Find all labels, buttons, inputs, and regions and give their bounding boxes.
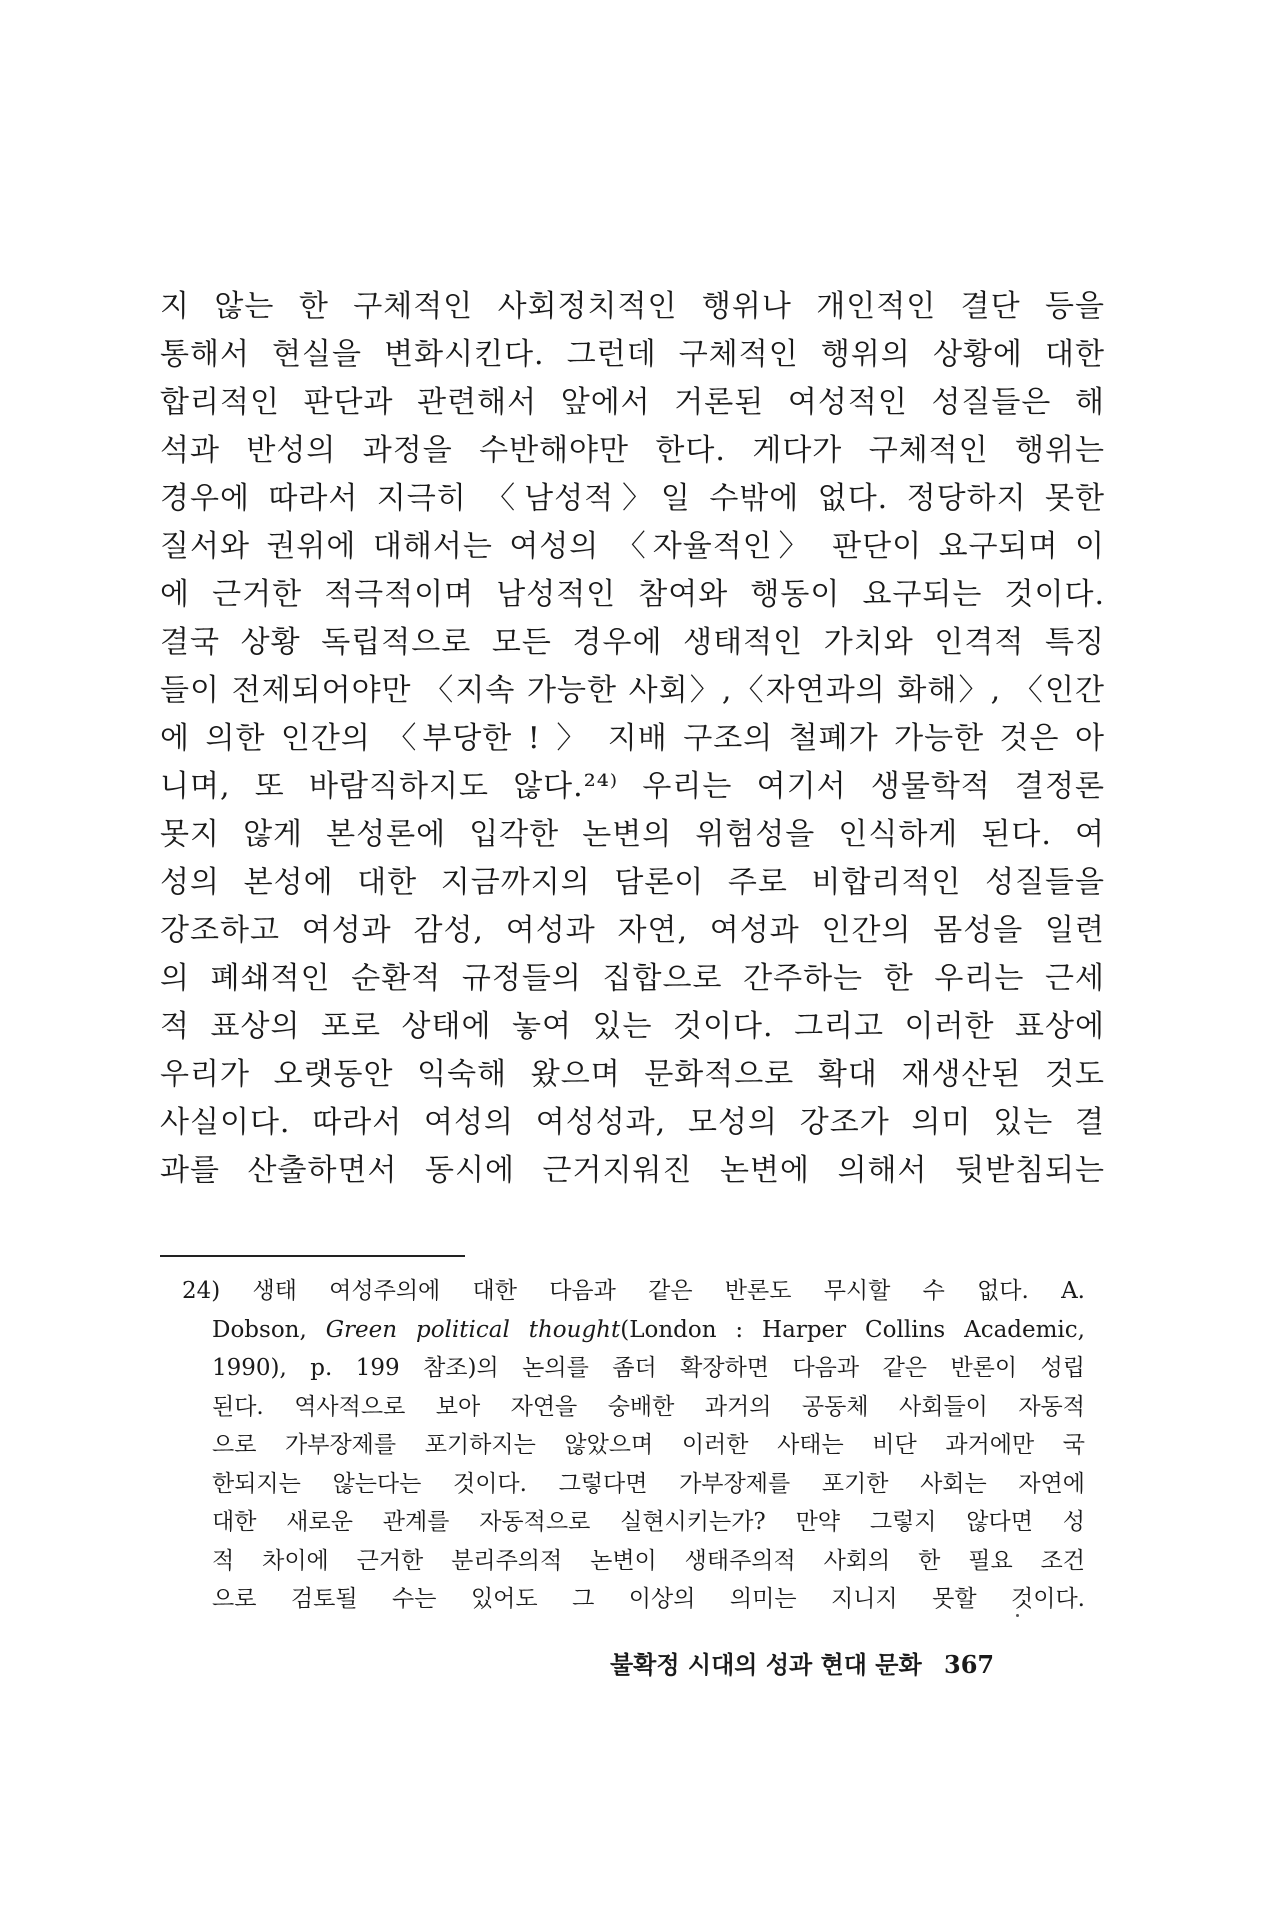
page-footer (610, 1645, 1060, 1680)
body-line: 니며, 또 바람직하지도 않다.²⁴⁾ 우리는 여기서 생물학적 결정론 (160, 769, 1105, 804)
footnote-line: Dobson, Green political thought(London : Harper Collins Academic, (212, 1316, 1085, 1343)
footnote (160, 1272, 1085, 1619)
footnote-line: 된다. 역사적으로 보아 자연을 숭배한 과거의 공동체 사회들이 자동적 (212, 1393, 1085, 1420)
body-line: 과를 산출하면서 동시에 근거지워진 논변에 의해서 뒷받침되는 (160, 1153, 1105, 1188)
body-line: 사실이다. 따라서 여성의 여성성과, 모성의 강조가 의미 있는 결 (160, 1105, 1105, 1140)
footnote-line: 으로 검토될 수는 있어도 그 이상의 의미는 지니지 못할 것이다. (212, 1586, 1085, 1612)
body-line: 우리가 오랫동안 익숙해 왔으며 문화적으로 확대 재생산된 것도 (160, 1057, 1105, 1092)
body-line: 질서와 권위에 대해서는 여성의 〈자율적인〉 판단이 요구되며 이 (160, 529, 1105, 564)
body-line: 강조하고 여성과 감성, 여성과 자연, 여성과 인간의 몸성을 일련 (160, 913, 1105, 948)
body-line: 합리적인 판단과 관련해서 앞에서 거론된 여성적인 성질들은 해 (160, 385, 1105, 420)
footnote-line: 대한 새로운 관계를 자동적으로 실현시키는가? 만약 그렇지 않다면 성 (212, 1509, 1085, 1535)
book-title: Green political thought (325, 1316, 621, 1343)
page-number: 367 (944, 1650, 995, 1679)
footnote-line: 한되지는 않는다는 것이다. 그렇다면 가부장제를 포기한 사회는 자연에 (212, 1470, 1085, 1497)
body-line: 못지 않게 본성론에 입각한 논변의 위험성을 인식하게 된다. 여 (160, 817, 1105, 852)
body-line: 에 의한 인간의 〈부당한 ! 〉 지배 구조의 철폐가 가능한 것은 아 (160, 721, 1105, 756)
body-text (160, 283, 1105, 1195)
body-line: 성의 본성에 대한 지금까지의 담론이 주로 비합리적인 성질들을 (160, 865, 1105, 900)
body-line: 통해서 현실을 변화시킨다. 그런데 구체적인 행위의 상황에 대한 (160, 337, 1105, 372)
body-line: 경우에 따라서 지극히 〈남성적〉일 수밖에 없다. 정당하지 못한 (160, 481, 1105, 516)
body-line: 석과 반성의 과정을 수반해야만 한다. 게다가 구체적인 행위는 (160, 433, 1105, 468)
body-line: 지 않는 한 구체적인 사회정치적인 행위나 개인적인 결단 등을 (160, 289, 1105, 324)
body-line: 들이 전제되어야만 〈지속 가능한 사회〉,〈자연과의 화해〉, 〈인간 (160, 673, 1105, 708)
body-line: 결국 상황 독립적으로 모든 경우에 생태적인 가치와 인격적 특징 (160, 625, 1105, 660)
body-line: 에 근거한 적극적이며 남성적인 참여와 행동이 요구되는 것이다. (160, 577, 1105, 612)
body-line: 적 표상의 포로 상태에 놓여 있는 것이다. 그리고 이러한 표상에 (160, 1009, 1105, 1044)
running-title: 불확정 시대의 성과 현대 문화 (610, 1650, 922, 1679)
footnote-divider (160, 1255, 465, 1257)
stray-mark (1016, 1614, 1019, 1617)
footnote-line: 적 차이에 근거한 분리주의적 논변이 생태주의적 사회의 한 필요 조건 (212, 1547, 1085, 1574)
footnote-line: 24) 생태 여성주의에 대한 다음과 같은 반론도 무시할 수 없다. A. (182, 1278, 1085, 1304)
body-line: 의 폐쇄적인 순환적 규정들의 집합으로 간주하는 한 우리는 근세 (160, 961, 1105, 996)
footnote-line: 1990), p. 199 참조)의 논의를 좀더 확장하면 다음과 같은 반론이 성립 (212, 1355, 1085, 1381)
footnote-line: 으로 가부장제를 포기하지는 않았으며 이러한 사태는 비단 과거에만 국 (212, 1432, 1085, 1458)
